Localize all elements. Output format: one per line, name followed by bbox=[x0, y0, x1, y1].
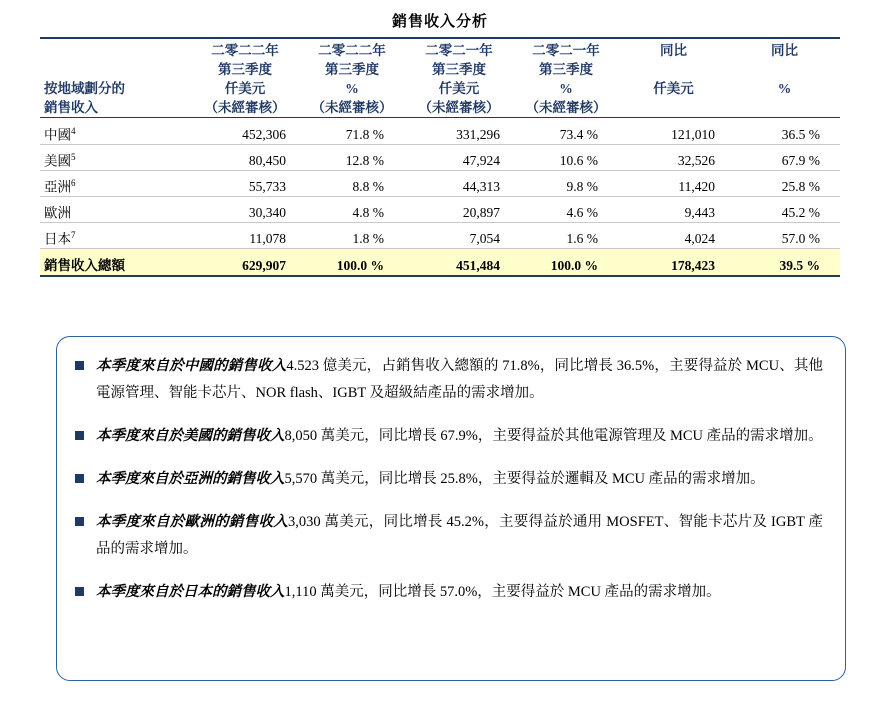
list-item bbox=[75, 509, 823, 563]
row-py-pct: 1.6 % bbox=[514, 223, 618, 249]
row-py-pct: 4.6 % bbox=[514, 197, 618, 223]
footnote-marker: 4 bbox=[71, 125, 76, 136]
note-lead: 本季度來自於美國的銷售收入 bbox=[96, 428, 285, 444]
list-item bbox=[75, 353, 823, 407]
note-lead: 本季度來自於中國的銷售收入 bbox=[96, 358, 287, 374]
row-cy-pct: 1.8 % bbox=[300, 223, 404, 249]
note-body bbox=[96, 353, 823, 407]
row-cy-pct: 12.8 % bbox=[300, 145, 404, 171]
total-yoy-pct: 39.5 % bbox=[729, 249, 840, 277]
table-row bbox=[40, 223, 840, 249]
note-body bbox=[96, 509, 823, 563]
row-cy-amount: 452,306 bbox=[190, 119, 300, 145]
row-cy-amount: 11,078 bbox=[190, 223, 300, 249]
square-bullet-icon bbox=[75, 431, 84, 440]
row-py-pct: 9.8 % bbox=[514, 171, 618, 197]
table-row bbox=[40, 171, 840, 197]
header-col-cy-amount: 二零二二年 第三季度 仟美元 （未經審核） bbox=[204, 43, 286, 115]
row-yoy-pct: 67.9 % bbox=[729, 145, 840, 171]
total-cy-amount: 629,907 bbox=[190, 249, 300, 277]
row-region: 歐洲 bbox=[40, 197, 190, 223]
note-body bbox=[96, 423, 823, 450]
note-body bbox=[96, 466, 823, 493]
header-col-py-pct: 二零二一年 第三季度 % （未經審核） bbox=[525, 43, 607, 115]
commentary-box bbox=[56, 336, 846, 681]
row-region: 日本$^7$ bbox=[40, 223, 190, 249]
row-yoy-amount: 9,443 bbox=[618, 197, 729, 223]
table-row bbox=[40, 119, 840, 145]
row-cy-pct: 8.8 % bbox=[300, 171, 404, 197]
row-yoy-pct: 57.0 % bbox=[729, 223, 840, 249]
note-rest: 1,110 萬美元，同比增長 57.0%，主要得益於 MCU 產品的需求增加。 bbox=[284, 584, 721, 600]
square-bullet-icon bbox=[75, 517, 84, 526]
row-yoy-amount: 121,010 bbox=[618, 119, 729, 145]
header-col-cy-pct: 二零二二年 第三季度 % （未經審核） bbox=[311, 43, 393, 115]
square-bullet-icon bbox=[75, 587, 84, 596]
table-header-row bbox=[40, 41, 840, 118]
row-cy-pct: 4.8 % bbox=[300, 197, 404, 223]
row-py-pct: 73.4 % bbox=[514, 119, 618, 145]
row-py-amount: 7,054 bbox=[404, 223, 514, 249]
row-yoy-pct: 45.2 % bbox=[729, 197, 840, 223]
total-yoy-amount: 178,423 bbox=[618, 249, 729, 277]
sales-revenue-table bbox=[40, 37, 840, 277]
list-item bbox=[75, 579, 823, 606]
note-body bbox=[96, 579, 823, 606]
total-label: 銷售收入總額 bbox=[40, 249, 190, 277]
list-item bbox=[75, 423, 823, 450]
note-rest: 8,050 萬美元，同比增長 67.9%，主要得益於其他電源管理及 MCU 產品的需求增加。 bbox=[284, 428, 823, 444]
total-py-pct: 100.0 % bbox=[514, 249, 618, 277]
header-region-label: 按地域劃分的 銷售收入 bbox=[44, 81, 125, 115]
footnote-marker: 5 bbox=[71, 151, 76, 162]
footnote-marker: 7 bbox=[71, 229, 76, 240]
row-py-amount: 20,897 bbox=[404, 197, 514, 223]
total-cy-pct: 100.0 % bbox=[300, 249, 404, 277]
note-rest: 4.523 億美元，占銷售收入總額的 71.8%，同比增長 36.5%，主要得益於 MCU、其他電源管理、智能卡芯片、NOR flash、IGBT 及超級結產品的需求增加。 bbox=[96, 358, 823, 401]
row-cy-amount: 30,340 bbox=[190, 197, 300, 223]
header-col-yoy-amount: 同比 仟美元 bbox=[653, 43, 694, 96]
row-py-amount: 331,296 bbox=[404, 119, 514, 145]
table-row bbox=[40, 197, 840, 223]
header-col-yoy-pct: 同比 % bbox=[771, 43, 798, 96]
row-yoy-amount: 32,526 bbox=[618, 145, 729, 171]
total-py-amount: 451,484 bbox=[404, 249, 514, 277]
row-yoy-pct: 25.8 % bbox=[729, 171, 840, 197]
square-bullet-icon bbox=[75, 361, 84, 370]
note-lead: 本季度來自於日本的銷售收入 bbox=[96, 584, 285, 600]
table-row bbox=[40, 145, 840, 171]
table-total-row bbox=[40, 249, 840, 277]
list-item bbox=[75, 466, 823, 493]
row-yoy-pct: 36.5 % bbox=[729, 119, 840, 145]
row-region: 亞洲$^6$ bbox=[40, 171, 190, 197]
row-cy-pct: 71.8 % bbox=[300, 119, 404, 145]
row-yoy-amount: 4,024 bbox=[618, 223, 729, 249]
square-bullet-icon bbox=[75, 474, 84, 483]
header-col-py-amount: 二零二一年 第三季度 仟美元 （未經審核） bbox=[418, 43, 500, 115]
row-region: 美國$^5$ bbox=[40, 145, 190, 171]
row-py-amount: 44,313 bbox=[404, 171, 514, 197]
row-cy-amount: 80,450 bbox=[190, 145, 300, 171]
row-region: 中國$^4$ bbox=[40, 119, 190, 145]
sales-revenue-table-section bbox=[40, 10, 840, 277]
note-rest: 5,570 萬美元，同比增長 25.8%，主要得益於邏輯及 MCU 產品的需求增加。 bbox=[284, 471, 765, 487]
page-title: 銷售收入分析 bbox=[391, 14, 488, 30]
row-yoy-amount: 11,420 bbox=[618, 171, 729, 197]
footnote-marker: 6 bbox=[71, 177, 76, 188]
row-py-pct: 10.6 % bbox=[514, 145, 618, 171]
note-lead: 本季度來自於歐洲的銷售收入 bbox=[96, 514, 288, 530]
row-cy-amount: 55,733 bbox=[190, 171, 300, 197]
note-rest: 3,030 萬美元，同比增長 45.2%，主要得益於通用 MOSFET、智能卡芯片及 IGBT 產品的需求增加。 bbox=[96, 514, 823, 557]
note-lead: 本季度來自於亞洲的銷售收入 bbox=[96, 471, 285, 487]
row-py-amount: 47,924 bbox=[404, 145, 514, 171]
